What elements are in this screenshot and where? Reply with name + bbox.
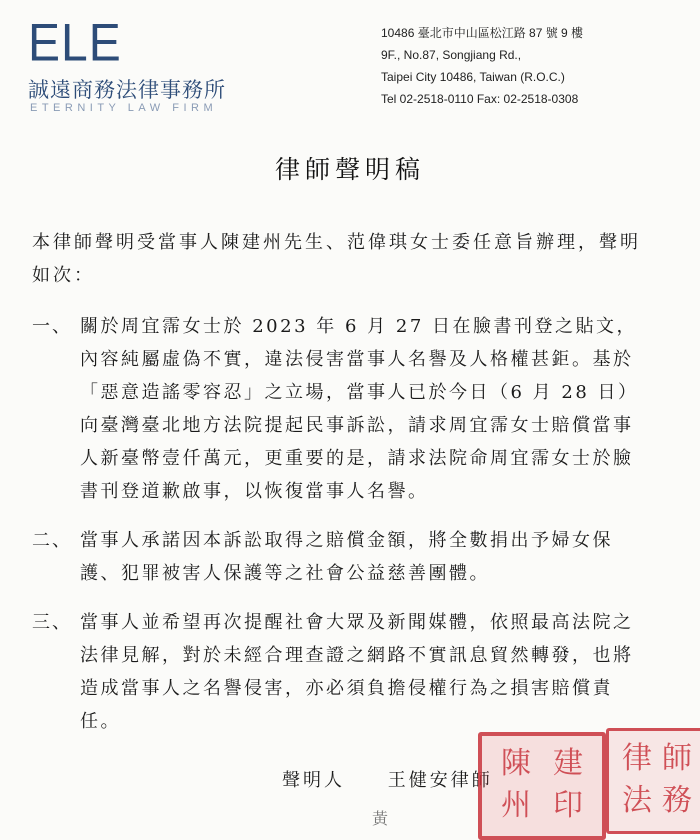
address-line: Taipei City 10486, Taiwan (R.O.C.): [381, 70, 565, 84]
statement-item: [32, 606, 652, 738]
firm-name-english: ETERNITY LAW FIRM: [30, 102, 218, 114]
seal-char: 建: [553, 746, 583, 781]
seal-char: 法: [622, 783, 652, 818]
item-text: 關於周宜霈女士於 2023 年 6 月 27 日在臉書刊登之貼文，內容純屬虛偽不實，違法侵害當事人名譽及人格權甚鉅。基於「惡意造謠零容忍」之立場，當事人已於今日（6 月 28 日）向臺灣臺北地方法院提起民事訴訟，請求周宜霈女士賠償當事人新臺幣壹仟萬元，更重要的是，請求法院命周宜霈女士於臉書刊登道歉啟事，以恢復當事人名譽。: [80, 316, 639, 502]
logo-mark: ELE: [28, 14, 122, 73]
document-title: 律師聲明稿: [274, 155, 425, 184]
firm-address: [381, 22, 583, 110]
seal-char: 陳: [501, 746, 531, 781]
firm-logo: [28, 14, 268, 114]
seal-characters: [617, 739, 697, 823]
contact-line: Tel 02-2518-0110 Fax: 02-2518-0308: [381, 92, 579, 106]
statement-body: [32, 226, 652, 754]
item-text: 當事人並希望再次提醒社會大眾及新聞媒體，依照最高法院之法律見解，對於未經合理查證之網路不實訊息貿然轉發，也將造成當事人之名譽侵害，亦必須負擔侵權行為之損害賠償責任。: [80, 612, 634, 732]
second-signatory: 黃: [372, 809, 392, 828]
signature-line: [282, 766, 493, 792]
statement-item: [32, 310, 652, 508]
signature-label: 聲明人: [282, 770, 345, 791]
address-line: 10486 臺北市中山區松江路 87 號 9 樓: [381, 26, 584, 40]
item-number: 一、: [32, 316, 72, 337]
seal-char: 州: [501, 788, 531, 823]
seal-char: 務: [662, 783, 692, 818]
seal-char: 師: [662, 741, 692, 776]
signature-name: 王健安律師: [387, 770, 493, 791]
firm-name-chinese: 誠遠商務法律事務所: [28, 78, 226, 102]
statement-intro: 本律師聲明受當事人陳建州先生、范偉琪女士委任意旨辦理，聲明如次：: [32, 232, 641, 286]
seal-char: 印: [553, 788, 583, 823]
item-number: 三、: [32, 612, 72, 633]
statement-items: [32, 310, 652, 738]
lawyer-seal-stamp: [606, 728, 700, 834]
item-number: 二、: [32, 530, 72, 551]
letterhead: [0, 0, 700, 120]
address-line: 9F., No.87, Songjiang Rd.,: [381, 48, 522, 62]
item-text: 當事人承諾因本訴訟取得之賠償金額，將全數捐出予婦女保護、犯罪被害人保護等之社會公益慈善團體。: [80, 530, 613, 584]
seal-char: 律: [622, 741, 652, 776]
seal-characters: [490, 744, 594, 828]
statement-item: [32, 524, 652, 590]
